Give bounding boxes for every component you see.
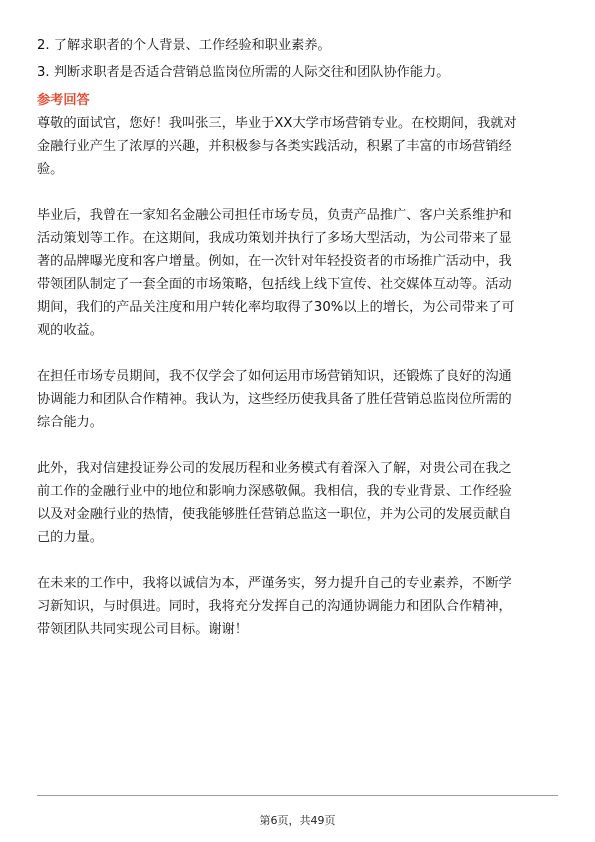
paragraph-line: 在担任市场专员期间，我不仅学会了如何运用市场营销知识，还锻炼了良好的沟通 <box>37 369 512 384</box>
paragraph-line: 毕业后，我曾在一家知名金融公司担任市场专员，负责产品推广、客户关系维护和 <box>37 208 512 223</box>
paragraph-line: 活动策划等工作。在这期间，我成功策划并执行了多场大型活动，为公司带来了显 <box>37 231 512 246</box>
list-item-3: 3. 判断求职者是否适合营销总监岗位所需的人际交往和团队协作能力。 <box>37 65 450 80</box>
paragraph-line: 在未来的工作中，我将以诚信为本，严谨务实，努力提升自己的专业素养，不断学 <box>37 576 512 591</box>
answer-paragraph-4 <box>37 457 560 549</box>
paragraph-line: 验。 <box>37 162 64 177</box>
paragraph-line: 前工作的金融行业中的地位和影响力深感敬佩。我相信，我的专业背景、工作经验 <box>37 484 512 499</box>
answer-paragraph-2 <box>37 204 560 342</box>
paragraph-line: 协调能力和团队合作精神。我认为，这些经历使我具备了胜任营销总监岗位所需的 <box>37 392 512 407</box>
paragraph-line: 带领团队共同实现公司目标。谢谢！ <box>37 622 248 637</box>
page-content <box>37 34 560 641</box>
paragraph-line: 尊敬的面试官，您好！我叫张三，毕业于XX大学市场营销专业。在校期间，我就对 <box>37 116 517 131</box>
paragraph-line: 以及对金融行业的热情，使我能够胜任营销总监这一职位，并为公司的发展贡献自 <box>37 507 512 522</box>
paragraph-line: 期间，我们的产品关注度和用户转化率均取得了30%以上的增长，为公司带来了可 <box>37 300 515 315</box>
answer-paragraph-3 <box>37 365 560 434</box>
answer-paragraph-1 <box>37 112 560 181</box>
paragraph-line: 己的力量。 <box>37 530 103 545</box>
page-number: 第6页，共49页 <box>259 814 336 827</box>
answer-paragraph-5 <box>37 572 560 641</box>
paragraph-line: 习新知识，与时俱进。同时，我将充分发挥自己的沟通协调能力和团队合作精神， <box>37 599 512 614</box>
paragraph-line: 综合能力。 <box>37 415 103 430</box>
paragraph-line: 著的品牌曝光度和客户增量。例如，在一次针对年轻投资者的市场推广活动中，我 <box>37 254 512 269</box>
paragraph-line: 此外，我对信建投证券公司的发展历程和业务模式有着深入了解，对贵公司在我之 <box>37 461 512 476</box>
list-item-2: 2. 了解求职者的个人背景、工作经验和职业素养。 <box>37 38 331 53</box>
answer-heading: 参考回答 <box>37 93 90 108</box>
footer-divider <box>37 795 558 796</box>
paragraph-line: 金融行业产生了浓厚的兴趣，并积极参与各类实践活动，积累了丰富的市场营销经 <box>37 139 512 154</box>
paragraph-line: 观的收益。 <box>37 323 103 338</box>
paragraph-line: 带领团队制定了一套全面的市场策略，包括线上线下宣传、社交媒体互动等。活动 <box>37 277 512 292</box>
